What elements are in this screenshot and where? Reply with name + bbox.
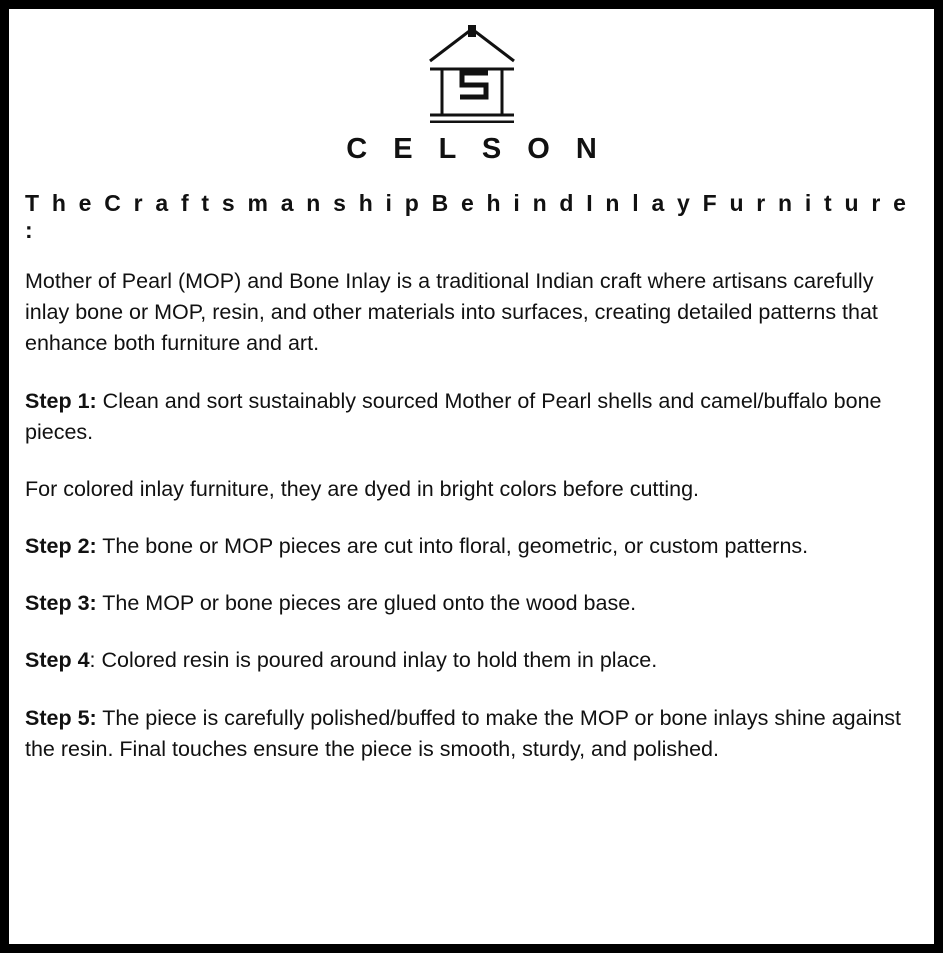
step-text: The bone or MOP pieces are cut into floral, geometric, or custom patterns. — [96, 534, 809, 559]
step-text: The piece is carefully polished/buffed to make the MOP or bone inlays shine against the resin. Final touches ensure the piece is smooth, sturdy, and polished. — [25, 705, 902, 761]
step-paragraph — [25, 645, 918, 676]
step-paragraph — [25, 386, 918, 448]
intro-paragraph: Mother of Pearl (MOP) and Bone Inlay is a traditional Indian craft where artisans carefully inlay bone or MOP, resin, and other materials into surfaces, creating detailed patterns that enhance both furniture and art. — [25, 269, 878, 356]
step-label: Step 1: — [25, 388, 97, 413]
step-text: Clean and sort sustainably sourced Mother of Pearl shells and camel/buffalo bone pieces. — [25, 388, 882, 444]
step-label: Step 2: — [25, 534, 97, 559]
brand-header — [25, 19, 918, 166]
page-title: T h e C r a f t s m a n s h i p B e h i n d I n l a y F u r n i t u r e : — [25, 190, 910, 243]
step-paragraph — [25, 588, 918, 619]
step-label: Step 4 — [25, 648, 90, 673]
step-paragraph — [25, 474, 918, 505]
step-label: Step 5: — [25, 705, 97, 730]
house-monogram-icon — [424, 23, 520, 123]
step-text: For colored inlay furniture, they are dyed in bright colors before cutting. — [25, 476, 700, 501]
step-label: Step 3: — [25, 591, 97, 616]
step-paragraph — [25, 531, 918, 562]
step-text: : Colored resin is poured around inlay to hold them in place. — [89, 648, 658, 673]
brand-name: C E L S O N — [346, 133, 606, 165]
step-text: The MOP or bone pieces are glued onto the wood base. — [96, 591, 637, 616]
step-paragraph — [25, 703, 918, 765]
